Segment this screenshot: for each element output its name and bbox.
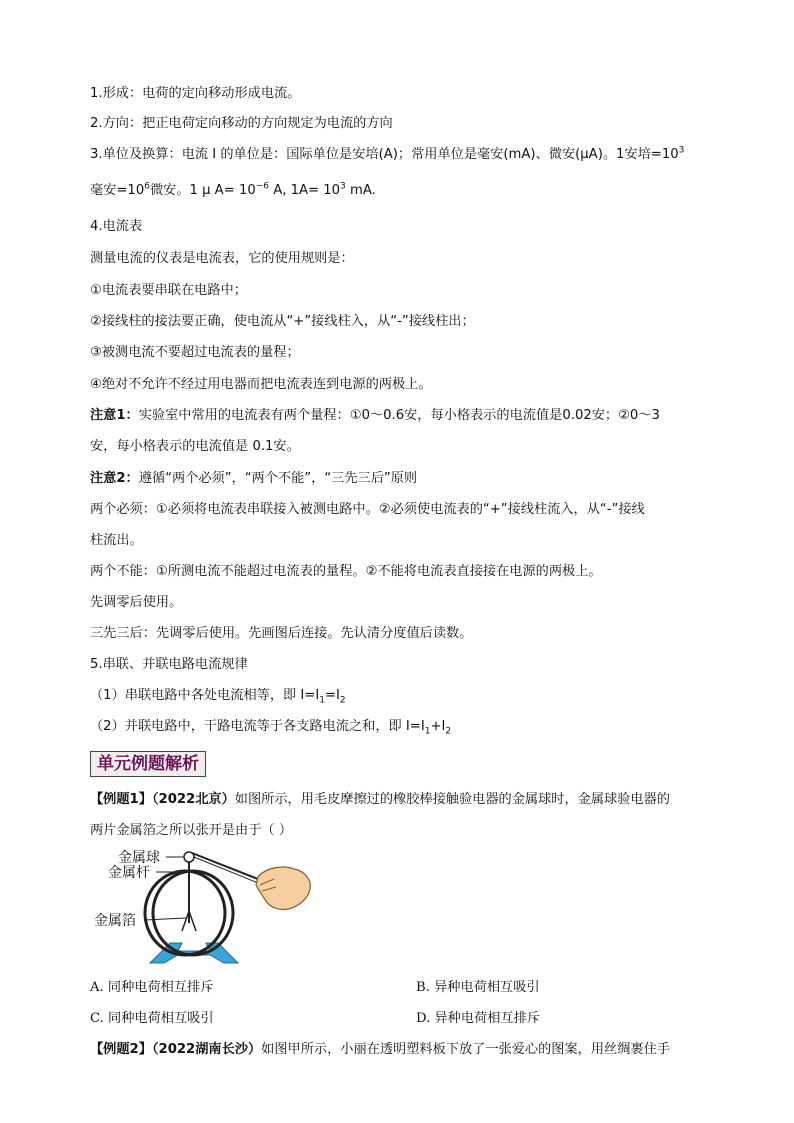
label-metal-foil: 金属箔 (94, 913, 136, 929)
rubber-rod (192, 853, 268, 883)
conversion-text-3: A, 1A= 10 (269, 183, 341, 198)
electroscope-figure (90, 843, 320, 971)
series-sub-2: 2 (339, 695, 346, 706)
note1-label: 注意1： (90, 408, 139, 423)
label-metal-ball: 金属球 (118, 850, 160, 866)
parallel-text-a: （2）并联电路中，干路电流等于各支路电流之和，即 I=I (90, 719, 425, 734)
option-a: A. 同种电荷相互排斥 (90, 980, 214, 995)
label-metal-rod: 金属杆 (108, 865, 150, 881)
note2-label: 注意2： (90, 471, 139, 486)
note1-text: 实验室中常用的电流表有两个量程：①0～0.6安，每小格表示的电流值是0.02安；②0～3 (138, 408, 660, 423)
parallel-sub-1: 1 (424, 726, 431, 737)
option-d: D. 异种电荷相互排斥 (416, 1011, 540, 1026)
parallel-sub-2: 2 (445, 726, 452, 737)
outer-ring-back (145, 871, 225, 955)
series-parallel-title: 5.串联、并联电路电流规律 (90, 657, 248, 672)
option-b: B. 异种电荷相互吸引 (416, 980, 540, 995)
parallel-rule (90, 717, 451, 737)
zero-line: 先调零后使用。 (90, 595, 183, 610)
example2-text-1: 如图甲所示，小丽在透明塑料板下放了一张爱心的图案，用丝绸裹住手 (261, 1042, 670, 1057)
rule-no-direct: ④绝对不允许不经过用电器而把电流表连到电源的两极上。 (90, 377, 432, 392)
must-line-2: 柱流出。 (90, 533, 143, 548)
units-text: 3.单位及换算：电流 I 的单位是：国际单位是安培(A)；常用单位是毫安(mA)、微安(μA)。1安培=10 (90, 147, 679, 162)
series-text-b: =I (324, 688, 340, 703)
note-line-conversion (90, 181, 376, 201)
example2-line-1 (90, 1040, 670, 1060)
note1-continued: 安，每小格表示的电流值是 0.1安。 (90, 439, 300, 454)
example2-source: （2022湖南长沙） (151, 1042, 262, 1057)
conversion-text-4: mA. (345, 183, 376, 198)
note-line-rules-intro: 测量电流的仪表是电流表，它的使用规则是： (90, 251, 354, 266)
series-rule (90, 686, 346, 706)
units-sup: 3 (678, 145, 685, 156)
example1-text-1: 如图所示，用毛皮摩擦过的橡胶棒接触验电器的金属球时，金属球验电器的 (234, 792, 670, 807)
three-line: 三先三后：先调零后使用。先画图后连接。先认清分度值后读数。 (90, 626, 473, 641)
outer-ring-front (153, 871, 233, 955)
hand (256, 867, 310, 909)
series-text-a: （1）串联电路中各处电流相等，即 I=I (90, 688, 320, 703)
conversion-sup-1: 6 (144, 181, 150, 192)
rule-terminals: ②接线柱的接法要正确，使电流从“+”接线柱入，从“-”接线柱出； (90, 314, 475, 329)
series-sub-1: 1 (319, 695, 325, 706)
parallel-text-b: +I (430, 719, 446, 734)
note-line-formation: 1.形成：电荷的定向移动形成电流。 (90, 86, 301, 101)
note-line-ammeter-title: 4.电流表 (90, 219, 143, 234)
conversion-text-1: 毫安=10 (90, 183, 145, 198)
must-line-1: 两个必须：①必须将电流表串联接入被测电路中。②必须使电流表的“+”接线柱流入，从“-”接线 (90, 502, 645, 517)
example2-tag: 【例题2】 (90, 1042, 152, 1057)
section-title: 单元例题解析 (90, 751, 206, 777)
note1 (90, 406, 660, 426)
note2-text: 遵循“两个必须”，“两个不能”，“三先三后”原则 (138, 471, 418, 486)
example1-source: （2022北京） (151, 792, 235, 807)
rule-range: ③被测电流不要超过电流表的量程； (90, 345, 300, 360)
note-line-direction: 2.方向：把正电荷定向移动的方向规定为电流的方向 (90, 116, 393, 131)
option-c: C. 同种电荷相互吸引 (90, 1011, 214, 1026)
conversion-sup-2: −6 (255, 181, 270, 192)
conversion-sup-3: 3 (340, 181, 346, 192)
rule-series: ①电流表要串联在电路中； (90, 283, 247, 298)
example1-tag: 【例题1】 (90, 792, 152, 807)
example1-line-1 (90, 790, 670, 810)
example1-line-2: 两片金属箔之所以张开是由于（ ） (90, 823, 293, 838)
leader-foil (144, 918, 186, 920)
note2 (90, 469, 417, 489)
cannot-line: 两个不能：①所测电流不能超过电流表的量程。②不能将电流表直接接在电源的两极上。 (90, 564, 602, 579)
note-line-units (90, 145, 684, 165)
conversion-text-2: 微安。1 μ A= 10 (149, 183, 256, 198)
